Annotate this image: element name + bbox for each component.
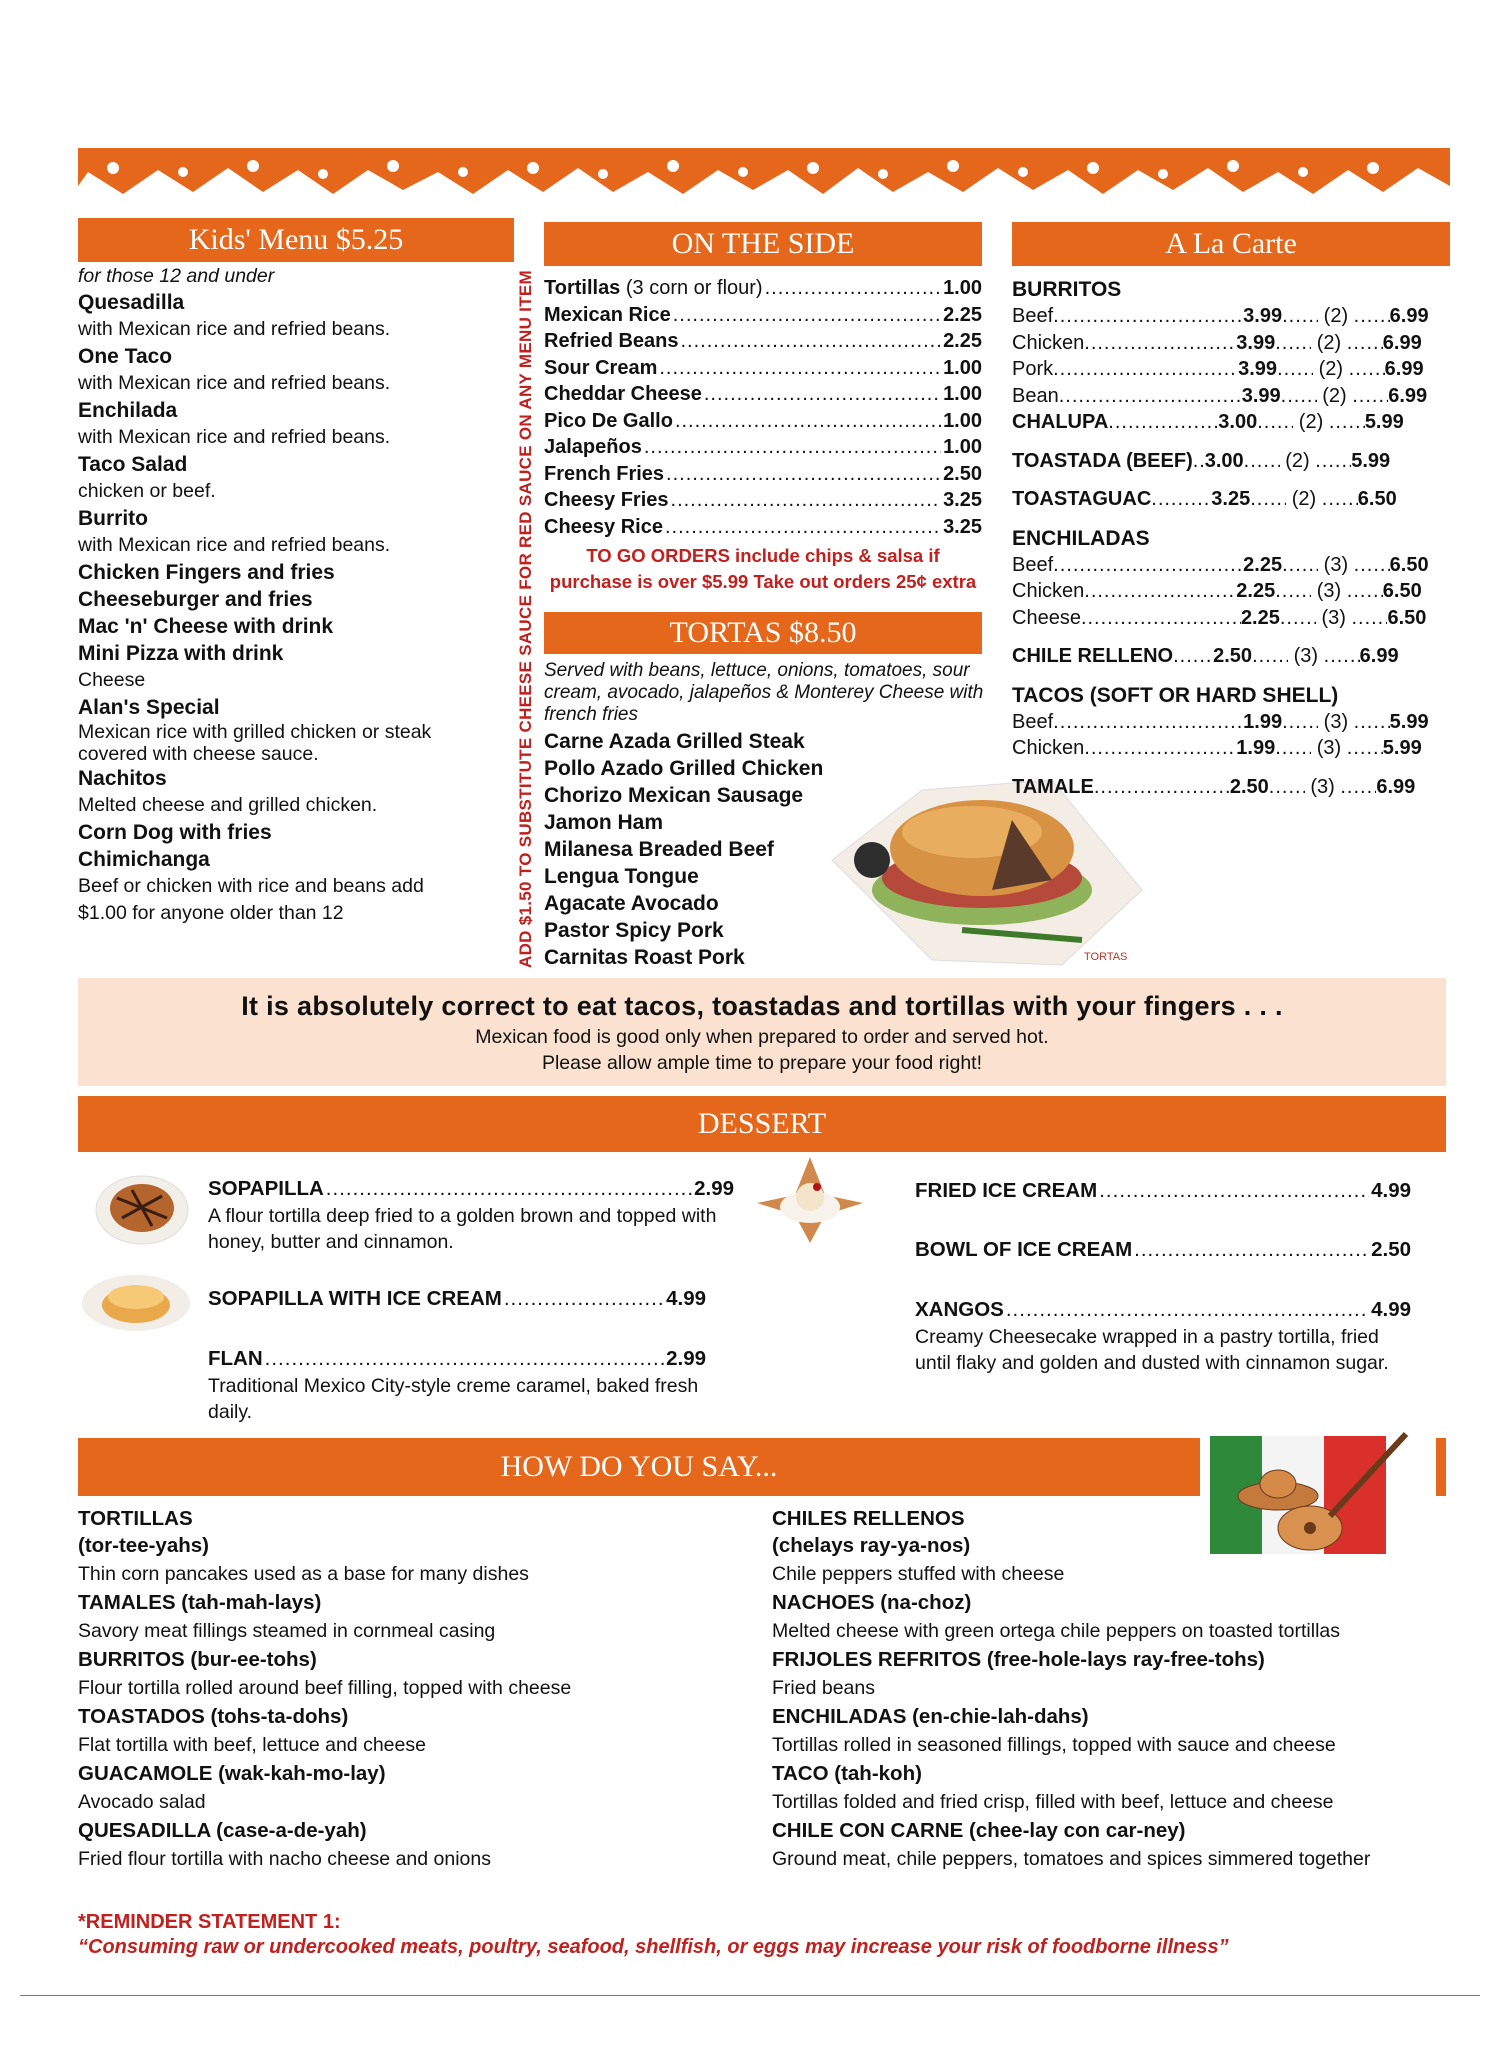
say-entry: GUACAMOLE (wak-kah-mo-lay) Avocado salad — [78, 1762, 386, 1813]
kids-menu-list — [78, 263, 508, 927]
kids-item: Chicken Fingers and fries — [78, 561, 335, 584]
kids-item: Enchilada with Mexican rice and refried beans. — [78, 399, 391, 448]
kids-item: Mini Pizza with drink Cheese — [78, 642, 284, 691]
tortas-header — [544, 612, 982, 654]
tortas-item: Chorizo Mexican Sausage — [544, 784, 804, 807]
side-item: Pico De Gallo ..... 1.00 — [544, 408, 982, 435]
reminder-label: *REMINDER STATEMENT 1: — [78, 1911, 341, 1933]
taco-item: Beef ..... 1.99 ..... (3) ..... 5.99 — [1012, 709, 1450, 736]
tortas-item: Carne Azada Grilled Steak — [544, 730, 805, 753]
kids-item: One Taco with Mexican rice and refried beans. — [78, 345, 391, 394]
say-right-column — [772, 1505, 1452, 1874]
burritos-heading: BURRITOS — [1012, 278, 1122, 301]
burrito-item: Pork ..... 3.99 ..... (2) ..... 6.99 — [1012, 356, 1450, 383]
tamale-item: TAMALE ..... 2.50 ..... (3) ..... 6.99 — [1012, 774, 1450, 801]
say-entry: QUESADILLA (case-a-de-yah) Fried flour tortilla with nacho cheese and onions — [78, 1819, 491, 1870]
enchilada-item: Beef ..... 2.25 ..... (3) ..... 6.50 — [1012, 552, 1450, 579]
side-item: Cheesy Rice ..... 3.25 — [544, 514, 982, 541]
say-entry: BURRITOS (bur-ee-tohs) Flour tortilla rolled around beef filling, topped with cheese — [78, 1648, 572, 1699]
how-do-you-say-title: HOW DO YOU SAY... — [500, 1450, 778, 1483]
xangos-item: XANGOS ..... 4.99 Creamy Cheesecake wrapped in a pastry tortilla, fried until flaky and golden and dusted with cinnamon sugar. — [915, 1297, 1411, 1376]
side-item: Sour Cream ..... 1.00 — [544, 355, 982, 382]
tacos-heading: TACOS (SOFT OR HARD SHELL) — [1012, 683, 1339, 707]
kids-item: Nachitos Melted cheese and grilled chicken. — [78, 767, 378, 816]
kids-item: Cheeseburger and fries — [78, 588, 313, 611]
kids-item: Corn Dog with fries — [78, 821, 272, 844]
bowl-ice-cream-item: BOWL OF ICE CREAM ..... 2.50 — [915, 1237, 1411, 1264]
sopapilla-photo — [92, 1168, 192, 1248]
toastaguac-item: TOASTAGUAC ..... 3.25 ..... (2) ..... 6.50 — [1012, 486, 1450, 513]
fried-ice-cream-photo — [755, 1155, 865, 1245]
burrito-item: Chicken ..... 3.99 ..... (2) ..... 6.99 — [1012, 330, 1450, 357]
tortas-item: Carnitas Roast Pork — [544, 946, 745, 969]
how-do-you-say-header — [78, 1438, 1200, 1496]
on-the-side-title: ON THE SIDE — [671, 227, 855, 260]
tortas-title: TORTAS $8.50 — [669, 616, 857, 649]
side-item: Mexican Rice ..... 2.25 — [544, 302, 982, 329]
kids-item: Chimichanga Beef or chicken with rice and beans add $1.00 for anyone older than 12 — [78, 848, 424, 924]
tortas-photo-caption: TORTAS — [1084, 951, 1128, 963]
side-list — [544, 275, 982, 595]
kids-menu-title: Kids' Menu $5.25 — [188, 223, 404, 256]
tortas-description: Served with beans, lettuce, onions, tomatoes, sour cream, avocado, jalapeños & Monterey Cheese with french fries — [544, 660, 984, 725]
say-entry: FRIJOLES REFRITOS (free-hole-lays ray-free-tohs) Fried beans — [772, 1648, 1265, 1699]
kids-item: Taco Salad chicken or beef. — [78, 453, 216, 502]
flan-item: FLAN ..... 2.99 Traditional Mexico City-style creme caramel, baked fresh daily. — [208, 1346, 706, 1425]
side-item: Jalapeños ..... 1.00 — [544, 434, 982, 461]
enchilada-item: Cheese ..... 2.25 ..... (3) ..... 6.50 — [1012, 605, 1450, 632]
tortas-item: Milanesa Breaded Beef — [544, 838, 774, 861]
decorative-papel-banner — [78, 148, 1450, 206]
dessert-title: DESSERT — [697, 1107, 827, 1140]
chalupa-item: CHALUPA ..... 3.00 ..... (2) ..... 5.99 — [1012, 409, 1450, 436]
tortas-item: Pastor Spicy Pork — [544, 919, 724, 942]
a-la-carte-list — [1012, 276, 1450, 800]
burrito-item: Bean ..... 3.99 ..... (2) ..... 6.99 — [1012, 383, 1450, 410]
tortas-item: Pollo Azado Grilled Chicken — [544, 757, 824, 780]
tortas-item: Jamon Ham — [544, 811, 664, 834]
header-accent-block — [1436, 1438, 1446, 1496]
say-entry: CHILE CON CARNE (chee-lay con car-ney) Ground meat, chile peppers, tomatoes and spices simmered together — [772, 1819, 1371, 1870]
say-entry: TOASTADOS (tohs-ta-dohs) Flat tortilla with beef, lettuce and cheese — [78, 1705, 426, 1756]
tortas-item: Lengua Tongue — [544, 865, 699, 888]
say-entry: CHILES RELLENOS (chelays ray-ya-nos) Chile peppers stuffed with cheese — [772, 1507, 1065, 1585]
say-entry: NACHOES (na-choz) Melted cheese with green ortega chile peppers on toasted tortillas — [772, 1591, 1341, 1642]
kids-item: Burrito with Mexican rice and refried beans. — [78, 507, 391, 556]
tortas-list — [544, 728, 844, 971]
side-item: Cheddar Cheese ..... 1.00 — [544, 381, 982, 408]
toastada-item: TOASTADA (BEEF) ..... 3.00 ..... (2) ..... 5.99 — [1012, 448, 1450, 475]
kids-item: Quesadilla with Mexican rice and refried beans. — [78, 291, 391, 340]
a-la-carte-header — [1012, 222, 1450, 266]
burrito-item: Beef ..... 3.99 ..... (2) ..... 6.99 — [1012, 303, 1450, 330]
banner-line-1: Mexican food is good only when prepared to order and served hot. — [475, 1026, 1049, 1048]
side-item: Tortillas (3 corn or flour) ..... 1.00 — [544, 275, 982, 302]
fried-ice-cream-item: FRIED ICE CREAM ..... 4.99 — [915, 1178, 1411, 1205]
on-the-side-header — [544, 222, 982, 266]
flan-photo — [80, 1265, 192, 1335]
bottom-divider — [20, 1995, 1480, 1996]
enchiladas-heading: ENCHILADAS — [1012, 526, 1150, 550]
say-entry: ENCHILADAS (en-chie-lah-dahs) Tortillas rolled in seasoned fillings, topped with sauce and cheese — [772, 1705, 1336, 1756]
banner-headline: It is absolutely correct to eat tacos, toastadas and tortillas with your fingers . . . — [241, 991, 1283, 1021]
say-left-column — [78, 1505, 738, 1874]
banner-line-2: Please allow ample time to prepare your food right! — [541, 1052, 983, 1074]
reminder-statement — [78, 1910, 1448, 1960]
kids-item: Mac 'n' Cheese with drink — [78, 615, 334, 638]
kids-menu-subtitle: for those 12 and under — [78, 265, 275, 287]
say-entry: TAMALES (tah-mah-lays) Savory meat fillings steamed in cornmeal casing — [78, 1591, 496, 1642]
vertical-sauce-note: ADD $1.50 TO SUBSTITUTE CHEESE SAUCE FOR RED SAUCE ON ANY MENU ITEM — [516, 270, 535, 968]
taco-item: Chicken ..... 1.99 ..... (3) ..... 5.99 — [1012, 735, 1450, 762]
say-entry: TACO (tah-koh) Tortillas folded and fried crisp, filled with beef, lettuce and cheese — [772, 1762, 1334, 1813]
sopapilla-ice-cream-item: SOPAPILLA WITH ICE CREAM ..... 4.99 — [208, 1286, 706, 1313]
chile-relleno-item: CHILE RELLENO ..... 2.50 ..... (3) ..... 6.99 — [1012, 643, 1450, 670]
side-item: French Fries ..... 2.50 — [544, 461, 982, 488]
sopapilla-item: SOPAPILLA ..... 2.99 A flour tortilla deep fried to a golden brown and topped with honey, butter and cinnamon. — [208, 1176, 734, 1255]
fingers-banner — [78, 978, 1446, 1086]
kids-menu-header — [78, 218, 514, 262]
say-entry: TORTILLAS (tor-tee-yahs) Thin corn pancakes used as a base for many dishes — [78, 1507, 529, 1585]
kids-item: Alan's Special Mexican rice with grilled chicken or steak covered with cheese sauce. — [78, 696, 432, 765]
side-item: Refried Beans ..... 2.25 — [544, 328, 982, 355]
tortas-item: Agacate Avocado — [544, 892, 719, 915]
side-item: Cheesy Fries ..... 3.25 — [544, 487, 982, 514]
to-go-note: TO GO ORDERS include chips & salsa if purchase is over $5.99 Take out orders 25¢ extra — [549, 545, 977, 592]
a-la-carte-title: A La Carte — [1165, 227, 1297, 260]
enchilada-item: Chicken ..... 2.25 ..... (3) ..... 6.50 — [1012, 578, 1450, 605]
reminder-text: “Consuming raw or undercooked meats, poultry, seafood, shellfish, or eggs may increase your risk of foodborne illness” — [78, 1936, 1229, 1958]
dessert-header — [78, 1096, 1446, 1152]
